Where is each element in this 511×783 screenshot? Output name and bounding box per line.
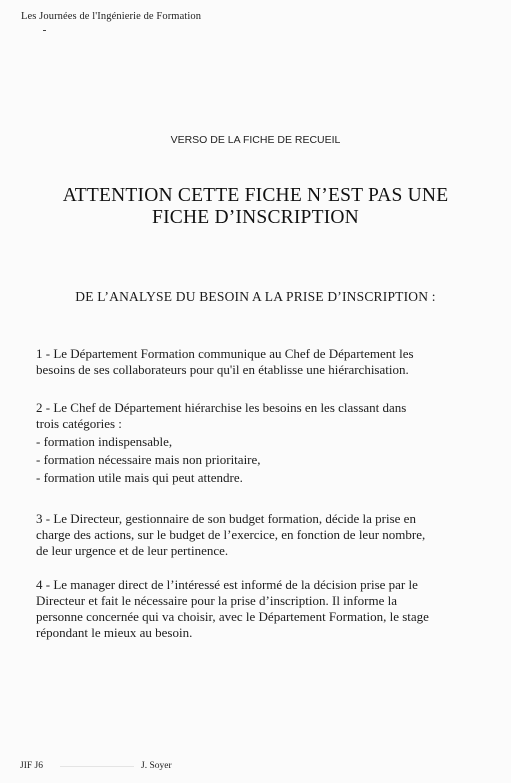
- list-item: - formation indispensable,: [36, 434, 173, 449]
- paragraph-line: 4 - Le manager direct de l’intéressé est informé de la décision prise par le: [36, 577, 418, 592]
- footer-reference: JIF J6: [20, 761, 43, 771]
- list-item: - formation nécessaire mais non prioritaire,: [36, 452, 261, 467]
- paragraph-line: de leur urgence et de leur pertinence.: [36, 543, 229, 558]
- paragraph-step-4: [36, 577, 503, 641]
- section-heading: DE L’ANALYSE DU BESOIN A LA PRISE D’INSCRIPTION :: [75, 289, 436, 304]
- paragraph-line: personne concernée qui va choisir, avec le Département Formation, le stage: [36, 609, 429, 624]
- paragraph-line: trois catégories :: [36, 416, 122, 431]
- document-title: [0, 185, 511, 229]
- header-organization: Les Journées de l'Ingénierie de Formation: [21, 11, 202, 22]
- paragraph-step-1: [36, 346, 503, 378]
- header-dash-mark: [43, 30, 46, 31]
- paragraph-line: répondant le mieux au besoin.: [36, 625, 193, 640]
- document-subtitle: VERSO DE LA FICHE DE RECUEIL: [170, 134, 341, 146]
- paragraph-line: besoins de ses collaborateurs pour qu'il en établisse une hiérarchisation.: [36, 362, 409, 377]
- paragraph-line: 2 - Le Chef de Département hiérarchise les besoins en les classant dans: [36, 400, 407, 415]
- footer-faded-mark: [60, 766, 134, 767]
- paragraph-line: Directeur et fait le nécessaire pour la prise d’inscription. Il informe la: [36, 593, 397, 608]
- list-item: - formation utile mais qui peut attendre.: [36, 470, 243, 485]
- paragraph-step-3: [36, 511, 503, 559]
- title-line-2: FICHE D’INSCRIPTION: [152, 207, 359, 228]
- paragraph-line: 3 - Le Directeur, gestionnaire de son budget formation, décide la prise en: [36, 511, 416, 526]
- title-line-1: ATTENTION CETTE FICHE N’EST PAS UNE: [62, 185, 449, 206]
- paragraph-line: charge des actions, sur le budget de l’exercice, en fonction de leur nombre,: [36, 527, 426, 542]
- footer-author: J. Soyer: [141, 761, 172, 771]
- paragraph-line: 1 - Le Département Formation communique au Chef de Département les: [36, 346, 414, 361]
- paragraph-step-2: [36, 400, 503, 486]
